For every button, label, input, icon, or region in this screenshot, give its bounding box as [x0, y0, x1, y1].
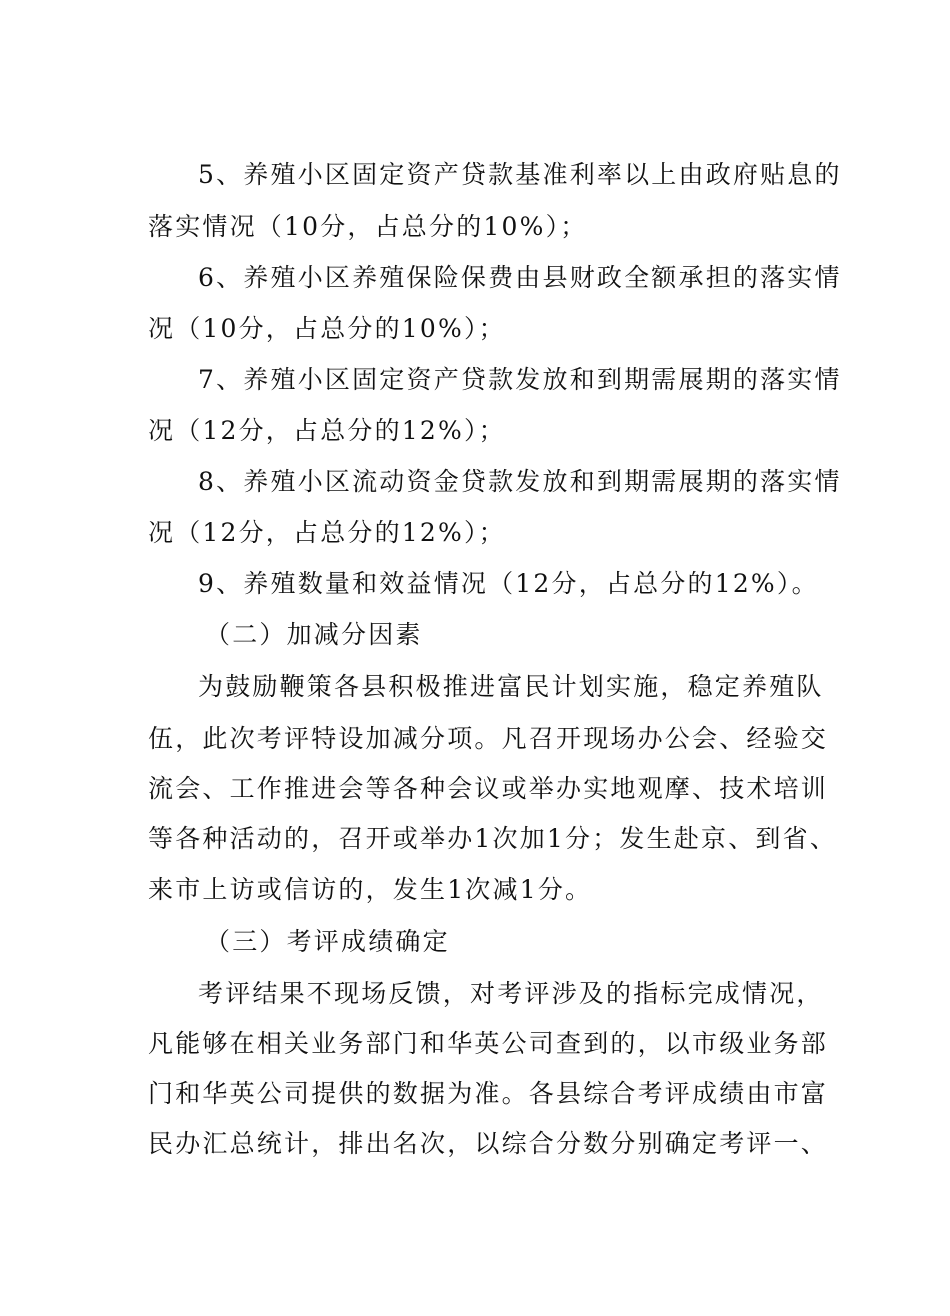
bonus-paragraph-line-2: 伍，此次考评特设加减分项。凡召开现场办公会、经验交 — [148, 724, 829, 753]
item-9-line: 9、养殖数量和效益情况（12分，占总分的12%）。 — [198, 569, 819, 598]
bonus-paragraph-line-1: 为鼓励鞭策各县积极推进富民计划实施，稳定养殖队 — [198, 672, 824, 701]
section-heading-results: （三）考评成绩确定 — [205, 927, 450, 956]
item-6-line-1: 6、养殖小区养殖保险保费由县财政全额承担的落实情 — [198, 263, 842, 292]
bonus-paragraph-line-5: 来市上访或信访的，发生1次减1分。 — [148, 875, 593, 904]
results-paragraph-line-3: 门和华英公司提供的数据为准。各县综合考评成绩由市富 — [148, 1079, 829, 1108]
item-8-line-1: 8、养殖小区流动资金贷款发放和到期需展期的落实情 — [198, 467, 842, 496]
item-5-line-2: 落实情况（10分，占总分的10%）； — [148, 212, 588, 241]
bonus-paragraph-line-3: 流会、工作推进会等各种会议或举办实地观摩、技术培训 — [148, 774, 829, 803]
section-heading-bonus: （二）加减分因素 — [205, 620, 423, 649]
bonus-paragraph-line-4: 等各种活动的，召开或举办1次加1分；发生赴京、到省、 — [148, 824, 838, 853]
item-8-line-2: 况（12分，占总分的12%）； — [148, 518, 506, 547]
results-paragraph-line-4: 民办汇总统计，排出名次，以综合分数分别确定考评一、 — [148, 1129, 829, 1158]
item-7-line-2: 况（12分，占总分的12%）； — [148, 416, 506, 445]
item-5-line-1: 5、养殖小区固定资产贷款基准利率以上由政府贴息的 — [198, 160, 842, 189]
item-6-line-2: 况（10分，占总分的10%）； — [148, 314, 506, 343]
results-paragraph-line-1: 考评结果不现场反馈，对考评涉及的指标完成情况， — [198, 979, 824, 1008]
item-7-line-1: 7、养殖小区固定资产贷款发放和到期需展期的落实情 — [198, 365, 842, 394]
results-paragraph-line-2: 凡能够在相关业务部门和华英公司查到的，以市级业务部 — [148, 1029, 829, 1058]
